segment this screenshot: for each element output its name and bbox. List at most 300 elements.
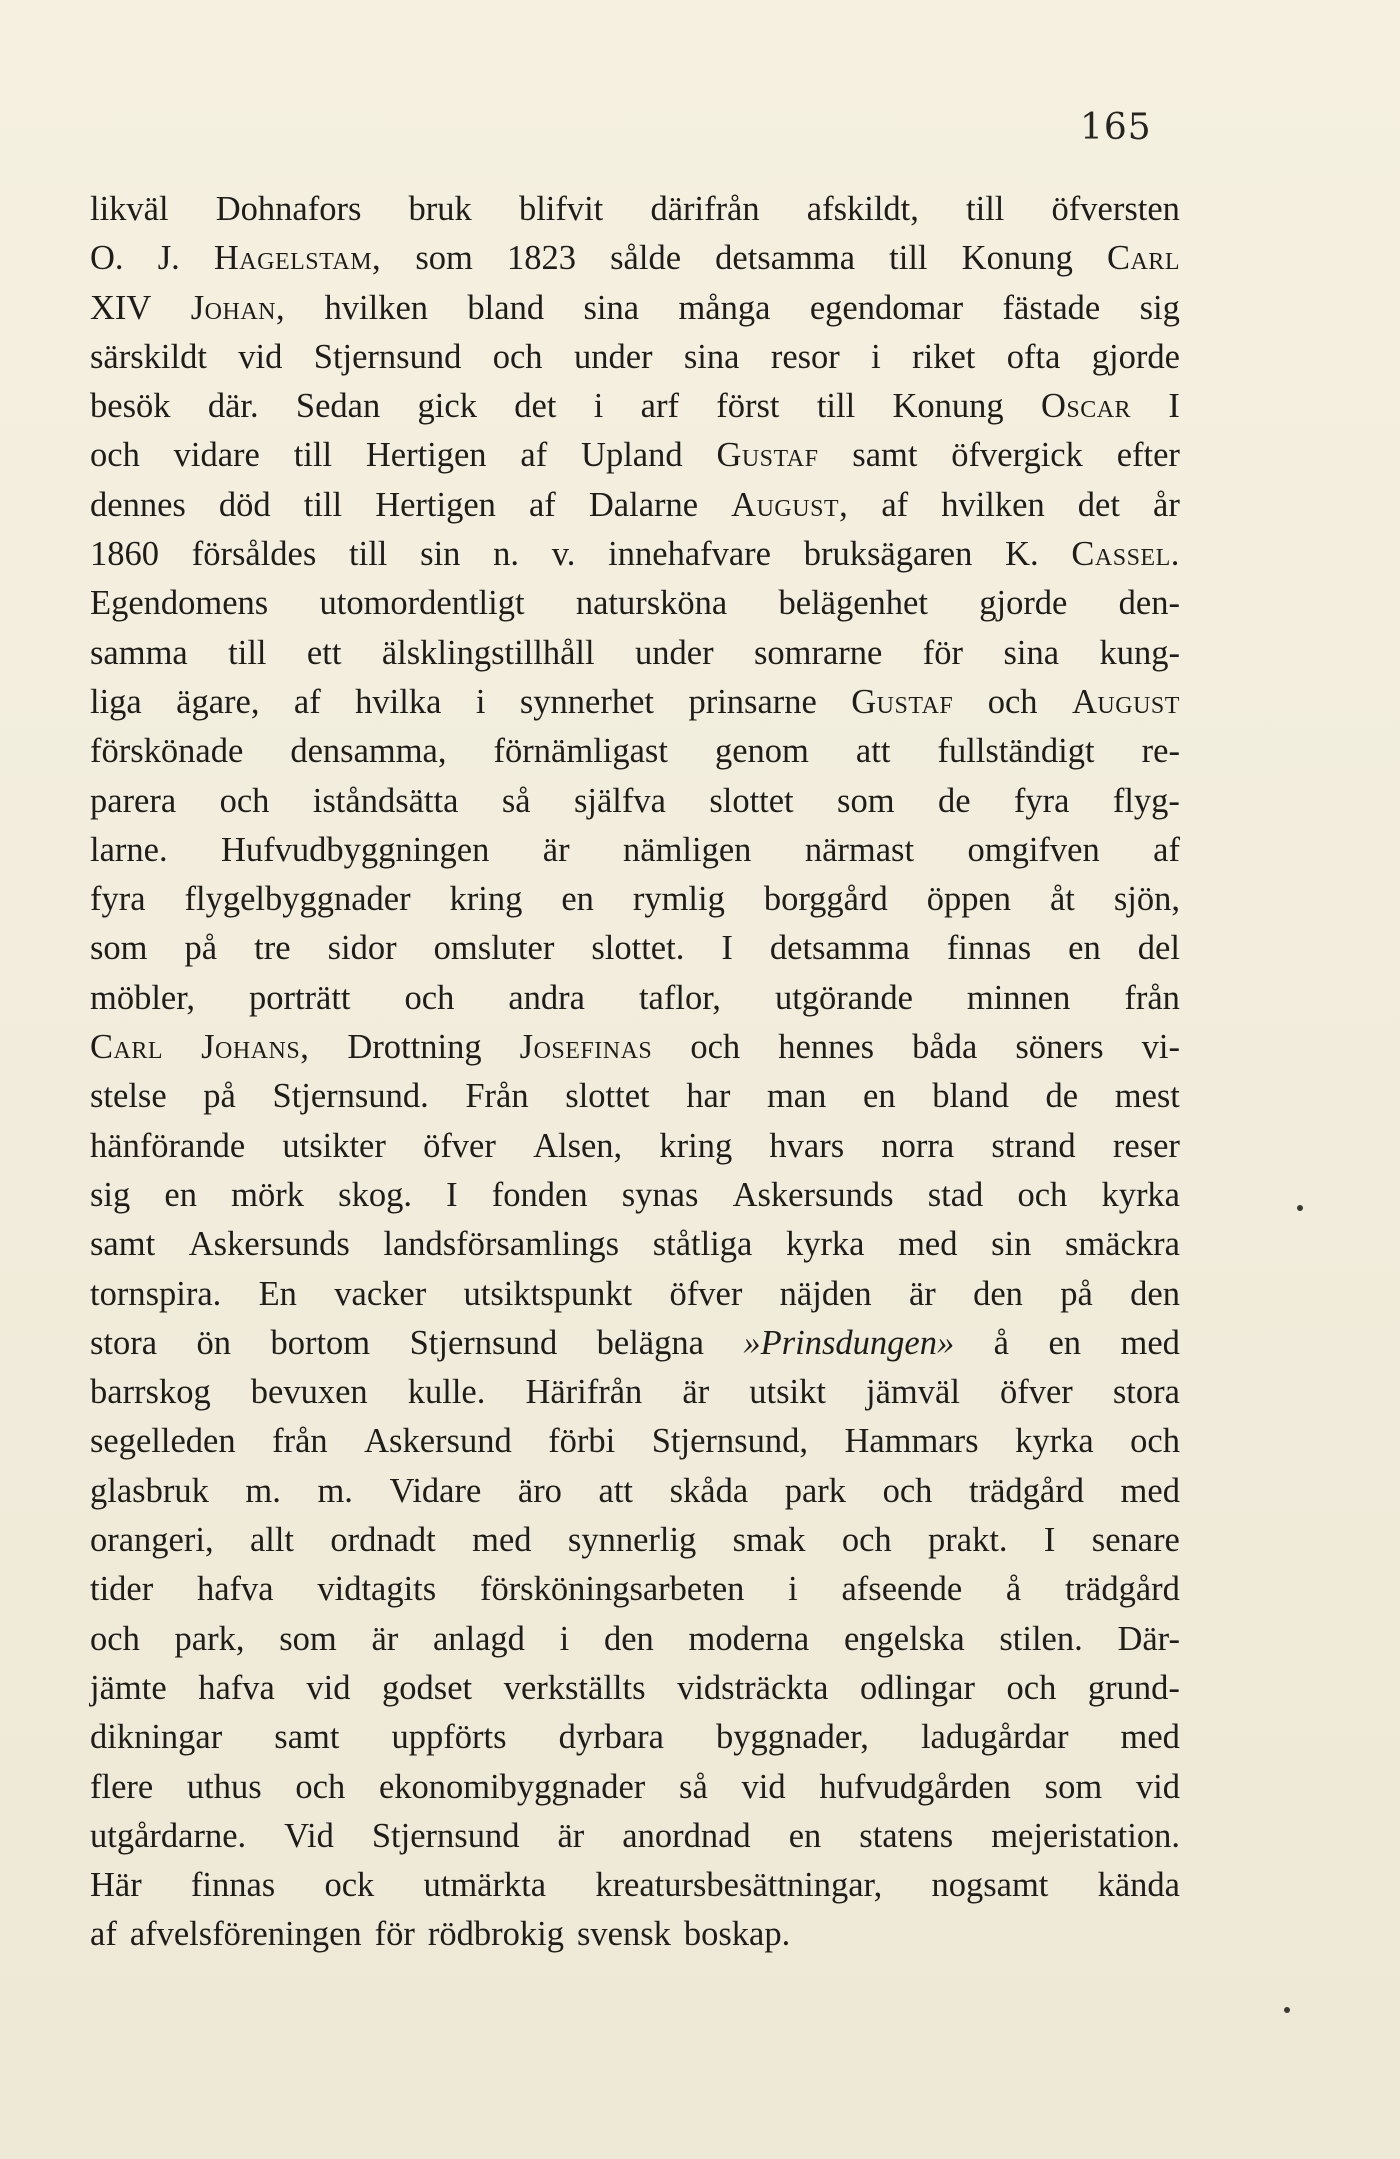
word: del: [1137, 929, 1180, 968]
word: älsklingstillhåll: [381, 633, 595, 672]
word: vacker: [334, 1274, 427, 1313]
word: Gustaf: [851, 682, 954, 721]
word: resor: [770, 337, 840, 376]
word: smäckra: [1064, 1225, 1180, 1264]
word: som: [1044, 1767, 1103, 1806]
word: af: [1153, 830, 1180, 869]
word: uthus: [186, 1767, 262, 1806]
word: så: [501, 781, 531, 820]
word: gjorde: [979, 584, 1068, 623]
word: en: [1068, 929, 1101, 968]
text-line: [90, 1664, 1180, 1713]
word: nogsamt: [931, 1866, 1049, 1905]
word: stora: [1112, 1373, 1180, 1412]
word: XIV: [90, 288, 152, 327]
word: vidsträckta: [677, 1668, 829, 1707]
text-line: [90, 481, 1180, 530]
word: har: [686, 1077, 731, 1116]
word: Stjernsund,: [651, 1422, 808, 1461]
word: Alsen,: [533, 1126, 623, 1165]
word: park: [784, 1471, 847, 1510]
word: och: [1006, 1668, 1057, 1707]
word: öppen: [926, 880, 1012, 919]
word: segelleden: [90, 1422, 236, 1461]
word: samma: [90, 633, 188, 672]
word: söners: [1015, 1028, 1104, 1067]
word: afvelsföreningen: [129, 1915, 362, 1954]
word: den: [973, 1274, 1023, 1313]
word: rödbrokig: [427, 1915, 564, 1954]
word: öfver: [1000, 1373, 1073, 1412]
word: är: [682, 1373, 710, 1412]
word: bland: [932, 1077, 1009, 1116]
word: dyrbara: [558, 1718, 664, 1757]
word: natursköna: [575, 584, 728, 623]
word: med: [1120, 1323, 1180, 1362]
word: ståtliga: [652, 1225, 753, 1264]
text-line: [90, 1023, 1180, 1072]
text-line: [90, 579, 1180, 628]
text-line: [90, 1270, 1180, 1319]
word: det: [1077, 485, 1120, 524]
word: prakt.: [928, 1521, 1008, 1560]
word: särskildt: [90, 337, 207, 376]
word: vi-: [1141, 1028, 1180, 1067]
word: Hammars: [844, 1422, 979, 1461]
word: som: [90, 929, 148, 968]
word: från: [1124, 978, 1180, 1017]
word: möbler,: [90, 978, 195, 1017]
word: larne.: [90, 830, 168, 869]
word: Stjernsund: [371, 1816, 520, 1855]
word: hvars: [769, 1126, 845, 1165]
word: vidtagits: [317, 1570, 437, 1609]
word: i: [871, 337, 881, 376]
text-line: [90, 1516, 1180, 1565]
word: orangeri,: [90, 1521, 214, 1560]
word: gjorde: [1091, 337, 1180, 376]
paper-speck: [1297, 1205, 1303, 1211]
word: i: [475, 682, 486, 721]
word: genom: [714, 732, 809, 771]
text-line: [90, 185, 1180, 234]
word: fyra: [1013, 781, 1070, 820]
word: och: [1130, 1422, 1180, 1461]
word: af: [293, 682, 321, 721]
text-line: [90, 284, 1180, 333]
word: Dalarne: [588, 485, 699, 524]
body-text: [90, 185, 1180, 1960]
text-line: [90, 1713, 1180, 1762]
word: öfver: [669, 1274, 743, 1313]
word: n.: [493, 535, 520, 574]
word: gick: [417, 387, 477, 426]
word: att: [855, 732, 891, 771]
word: den-: [1118, 584, 1180, 623]
word: porträtt: [248, 978, 351, 1017]
word: utmärkta: [423, 1866, 547, 1905]
word: sig: [90, 1175, 131, 1214]
word: Johans,: [201, 1028, 310, 1067]
word: Sedan: [295, 387, 381, 426]
word: fyra: [90, 880, 146, 919]
word: kring: [449, 880, 523, 919]
word: omgifven: [967, 830, 1100, 869]
word: i: [788, 1570, 798, 1609]
text-line: [90, 1615, 1180, 1664]
word: iståndsätta: [312, 781, 459, 820]
text-line: [90, 1565, 1180, 1614]
word: kring: [659, 1126, 733, 1165]
word: där.: [207, 387, 259, 426]
word: af: [528, 485, 556, 524]
word: Johan,: [190, 288, 286, 327]
word: densamma,: [290, 732, 447, 771]
word: Stjernsund.: [272, 1077, 429, 1116]
word: belägna: [596, 1323, 704, 1362]
word: närmast: [804, 830, 915, 869]
word: Drottning: [347, 1028, 482, 1067]
word: omsluter: [433, 929, 555, 968]
word: strand: [991, 1126, 1076, 1165]
word: till: [816, 387, 856, 426]
word: på: [1060, 1274, 1093, 1313]
word: kyrka: [785, 1225, 865, 1264]
word: skog.: [338, 1175, 412, 1214]
word: Carl: [1106, 239, 1180, 278]
word: 1860: [90, 535, 159, 574]
text-line: [90, 234, 1180, 283]
word: sjön,: [1113, 880, 1180, 919]
word: sina: [683, 337, 740, 376]
word: blifvit: [518, 190, 604, 228]
word: under: [635, 633, 714, 672]
word: vidare: [173, 436, 260, 475]
word: fästade: [1002, 288, 1101, 327]
word: Konung: [892, 387, 1004, 426]
word: vid: [238, 337, 283, 376]
word: och: [404, 978, 455, 1017]
word: Oscar: [1040, 387, 1132, 426]
word: öfversten: [1051, 190, 1180, 228]
word: utsiktspunkt: [463, 1274, 633, 1313]
word: utgörande: [774, 978, 913, 1017]
word: med: [472, 1521, 532, 1560]
word: ägare,: [176, 682, 260, 721]
word: är: [908, 1274, 936, 1313]
word: afseende: [841, 1570, 963, 1609]
word: finnas: [190, 1866, 276, 1905]
word: Vidare: [389, 1471, 482, 1510]
word: de: [1045, 1077, 1079, 1116]
text-line: [90, 1122, 1180, 1171]
word: tre: [254, 929, 291, 968]
word: »Prinsdungen»: [743, 1323, 955, 1362]
word: uppförts: [391, 1718, 507, 1757]
word: samt: [90, 1225, 156, 1264]
word: moderna: [688, 1619, 810, 1658]
text-line: [90, 678, 1180, 727]
word: på: [184, 929, 218, 968]
word: ett: [306, 633, 342, 672]
word: fullständigt: [937, 732, 1095, 771]
word: prinsarne: [688, 682, 817, 721]
word: en: [1048, 1323, 1082, 1362]
word: Askersunds: [188, 1225, 350, 1264]
word: Vid: [284, 1816, 334, 1855]
word: för: [374, 1915, 415, 1954]
word: som: [415, 239, 473, 278]
word: landsförsamlings: [383, 1225, 620, 1264]
word: af: [90, 1915, 117, 1954]
word: Härifrån: [525, 1373, 643, 1412]
word: innehafvare: [608, 535, 771, 574]
word: norra: [881, 1126, 955, 1165]
text-line: [90, 1763, 1180, 1812]
word: och: [90, 1619, 140, 1658]
word: bortom: [270, 1323, 371, 1362]
word: Upland: [581, 436, 683, 475]
word: somrarne: [753, 633, 883, 672]
text-line: [90, 1171, 1180, 1220]
text-line: [90, 333, 1180, 382]
word: försåldes: [191, 535, 317, 574]
word: ordnadt: [330, 1521, 436, 1560]
word: taflor,: [638, 978, 721, 1017]
word: jämte: [90, 1668, 167, 1707]
word: egendomar: [809, 288, 964, 327]
word: hänförande: [90, 1126, 246, 1165]
word: flere: [90, 1767, 154, 1806]
word: de: [937, 781, 971, 820]
word: med: [898, 1225, 958, 1264]
word: ock: [324, 1866, 375, 1905]
word: och: [90, 436, 140, 475]
word: död: [218, 485, 271, 524]
word: kyrka: [1015, 1422, 1094, 1461]
word: synnerlig: [567, 1521, 697, 1560]
word: odlingar: [859, 1668, 975, 1707]
word: Från: [465, 1077, 529, 1116]
word: som: [837, 781, 895, 820]
word: åt: [1049, 880, 1075, 919]
text-line: [90, 974, 1180, 1023]
word: grund-: [1087, 1668, 1180, 1707]
word: ön: [196, 1323, 232, 1362]
word: och: [987, 682, 1038, 721]
word: Gustaf: [716, 436, 819, 475]
word: är: [542, 830, 570, 869]
word: barrskog: [90, 1373, 211, 1412]
word: flyg-: [1112, 781, 1180, 820]
word: i: [593, 387, 604, 426]
word: vid: [1135, 1767, 1180, 1806]
word: öfvergick: [951, 436, 1083, 475]
word: är: [371, 1619, 399, 1658]
word: detsamma: [769, 929, 910, 968]
word: en: [164, 1175, 197, 1214]
word: äro: [517, 1471, 562, 1510]
word: svensk: [576, 1915, 671, 1954]
text-line: [90, 629, 1180, 678]
word: så: [679, 1767, 708, 1806]
word: rymlig: [632, 880, 725, 919]
word: August: [1071, 682, 1180, 721]
word: sina: [583, 288, 640, 327]
word: Cassel.: [1071, 535, 1180, 574]
word: stora: [90, 1323, 158, 1362]
word: m.: [245, 1471, 281, 1510]
word: hvilken: [324, 288, 429, 327]
word: tornspira.: [90, 1274, 222, 1313]
word: Stjernsund: [313, 337, 462, 376]
word: bruk: [408, 190, 472, 228]
text-line: [90, 1861, 1180, 1910]
word: att: [598, 1471, 633, 1510]
word: ladugårdar: [920, 1718, 1069, 1757]
text-line: [90, 1417, 1180, 1466]
paper-speck: [1284, 2007, 1290, 2013]
word: af: [520, 436, 548, 475]
word: likväl: [90, 190, 169, 228]
word: Josefinas: [519, 1028, 653, 1067]
word: I: [1168, 387, 1180, 426]
word: sålde: [610, 239, 682, 278]
word: och: [841, 1521, 892, 1560]
word: förnämligast: [493, 732, 668, 771]
word: kung-: [1099, 633, 1180, 672]
text-line: [90, 1072, 1180, 1121]
word: Carl: [90, 1028, 164, 1067]
word: är: [557, 1816, 585, 1855]
word: arf: [640, 387, 679, 426]
word: m.: [317, 1471, 353, 1510]
word: år: [1153, 485, 1180, 524]
word: med: [1120, 1718, 1180, 1757]
word: och: [492, 337, 543, 376]
word: utsikter: [282, 1126, 386, 1165]
word: sig: [1139, 288, 1180, 327]
word: Dohnafors: [215, 190, 362, 228]
word: af: [881, 485, 909, 524]
word: efter: [1116, 436, 1180, 475]
word: och: [295, 1767, 346, 1806]
text-line: [90, 924, 1180, 973]
word: å: [993, 1323, 1009, 1362]
word: dennes: [90, 485, 186, 524]
word: hennes: [778, 1028, 875, 1067]
word: för: [922, 633, 964, 672]
text-line: [90, 1910, 1180, 1959]
word: boskap.: [683, 1915, 791, 1954]
word: parera: [90, 781, 177, 820]
word: Hertigen: [375, 485, 496, 524]
word: näjden: [779, 1274, 872, 1313]
word: park,: [174, 1619, 245, 1658]
word: I: [1043, 1521, 1056, 1560]
word: vid: [306, 1668, 351, 1707]
word: till: [293, 436, 333, 475]
text-line: [90, 382, 1180, 431]
word: kulle.: [407, 1373, 486, 1412]
word: från: [272, 1422, 328, 1461]
word: verkställts: [503, 1668, 646, 1707]
word: godset: [382, 1668, 473, 1707]
word: slottet: [709, 781, 794, 820]
word: stilen.: [999, 1619, 1083, 1658]
word: till: [228, 633, 267, 672]
word: Hagelstam,: [213, 239, 382, 278]
word: Egendomens: [90, 584, 269, 623]
word: statens: [859, 1816, 954, 1855]
word: Hufvudbyggningen: [221, 830, 490, 869]
word: synnerhet: [519, 682, 655, 721]
word: mejeristation.: [991, 1816, 1180, 1855]
word: trädgård: [969, 1471, 1084, 1510]
word: och: [690, 1028, 741, 1067]
word: slottet: [565, 1077, 650, 1116]
word: stad: [927, 1175, 984, 1214]
word: sin: [420, 535, 461, 574]
text-line: [90, 777, 1180, 826]
word: anlagd: [432, 1619, 525, 1658]
word: tider: [90, 1570, 154, 1609]
word: K.: [1005, 535, 1039, 574]
word: allt: [249, 1521, 295, 1560]
word: synas: [621, 1175, 699, 1214]
word: öfver: [423, 1126, 496, 1165]
word: och: [882, 1471, 933, 1510]
word: En: [258, 1274, 297, 1313]
word: därifrån: [650, 190, 760, 228]
word: utgårdarne.: [90, 1816, 247, 1855]
word: å: [1005, 1570, 1022, 1609]
text-line: [90, 727, 1180, 776]
word: trädgård: [1064, 1570, 1180, 1609]
word: I: [446, 1175, 458, 1214]
word: hvilken: [941, 485, 1045, 524]
word: bruksägaren: [803, 535, 973, 574]
word: I: [721, 929, 733, 968]
word: minnen: [966, 978, 1071, 1017]
word: sin: [991, 1225, 1032, 1264]
word: och: [1017, 1175, 1068, 1214]
word: och: [219, 781, 270, 820]
word: i: [559, 1619, 570, 1658]
word: det: [514, 387, 557, 426]
word: Askersund: [364, 1422, 512, 1461]
text-line: [90, 1812, 1180, 1861]
word: en: [561, 880, 594, 919]
page-number: 165: [1080, 107, 1152, 148]
word: förskönade: [90, 732, 244, 771]
word: afskildt,: [806, 190, 919, 228]
word: till: [303, 485, 343, 524]
word: skåda: [669, 1471, 749, 1510]
text-line: [90, 875, 1180, 924]
word: Askersunds: [732, 1175, 894, 1214]
word: 1823: [506, 239, 576, 278]
word: byggnader,: [716, 1718, 869, 1757]
word: först: [716, 387, 780, 426]
word: båda: [912, 1028, 978, 1067]
word: den: [1130, 1274, 1180, 1313]
word: till: [889, 239, 928, 278]
word: August,: [731, 485, 849, 524]
word: detsamma: [715, 239, 856, 278]
word: senare: [1091, 1521, 1180, 1560]
word: kända: [1097, 1866, 1180, 1905]
